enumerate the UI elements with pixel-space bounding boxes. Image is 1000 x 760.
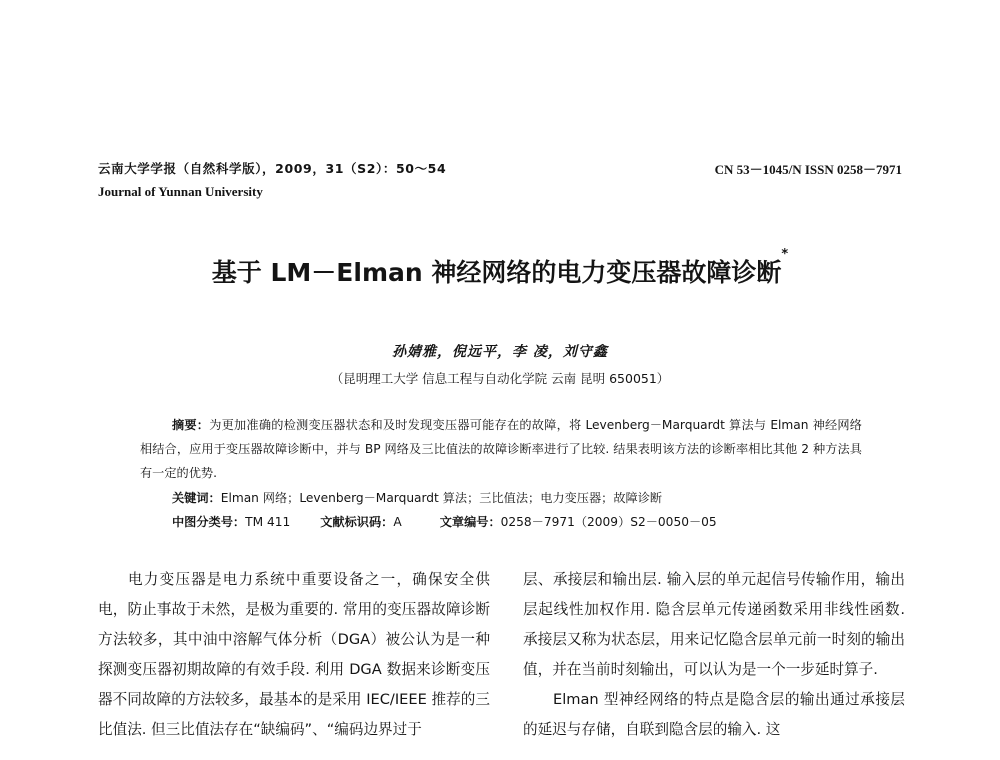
body-column-right [523, 565, 905, 745]
abstract [140, 413, 862, 485]
doc-code-value: A [393, 515, 402, 529]
body-paragraph: 层、承接层和输出层. 输入层的单元起信号传输作用，输出层起线性加权作用. 隐含层单元传递函数采用非线性函数. 承接层又称为状态层，用来记忆隐含层单元前一时刻的输出值，并在当前时刻输出，可以认为是一个一步延时算子. [523, 571, 905, 678]
classification-line [172, 513, 717, 530]
article-id-label: 文章编号： [439, 515, 501, 529]
body-paragraph: 电力变压器是电力系统中重要设备之一，确保安全供电，防止事故于未然，是极为重要的. 常用的变压器故障诊断方法较多，其中油中溶解气体分析（DGA）被公认为是一种探测变压器初期故障的有效手段. 利用 DGA 数据来诊断变压器不同故障的方法较多，最基本的是采用 IEC/IEEE 推荐的三比值法. 但三比值法存在“缺编码”、“编码边界过于 [98, 571, 490, 738]
article-id-value: 0258－7971（2009）S2－0050－05 [500, 515, 717, 529]
body-paragraph: Elman 型神经网络的特点是隐含层的输出通过承接层的延迟与存储，自联到隐含层的输入. 这 [523, 691, 905, 738]
keywords-text: Elman 网络；Levenberg－Marquardt 算法；三比值法；电力变压器；故障诊断 [220, 491, 663, 505]
journal-codes: CN 53－1045/N ISSN 0258－7971 [714, 162, 902, 177]
clc-label: 中图分类号： [172, 515, 246, 529]
author-affiliation: （昆明理工大学 信息工程与自动化学院 云南 昆明 650051） [330, 371, 670, 386]
abstract-label: 摘要： [172, 418, 210, 432]
body-column-left [98, 565, 490, 745]
journal-citation: 云南大学学报（自然科学版），2009，31（S2）：50～54 [98, 161, 447, 176]
doc-code-label: 文献标识码： [320, 515, 394, 529]
author-list: 孙婧雅，倪远平，李 凌，刘守鑫 [392, 344, 608, 360]
clc-value: TM 411 [245, 515, 291, 529]
journal-name-english: Journal of Yunnan University [98, 184, 263, 199]
keywords-label: 关键词： [172, 491, 221, 505]
article-title [0, 247, 1000, 289]
article-title-text: 基于 LM－Elman 神经网络的电力变压器故障诊断 [211, 258, 782, 287]
keywords [172, 489, 662, 506]
title-footnote-mark: * [781, 247, 789, 262]
abstract-text: 为更加准确的检测变压器状态和及时发现变压器可能存在的故障，将 Levenberg－Marquardt 算法与 Elman 神经网络相结合，应用于变压器故障诊断中，并与 BP 网络及三比值法的故障诊断率进行了比较. 结果表明该方法的诊断率相比其他 2 种方法具有一定的优势. [140, 418, 862, 480]
